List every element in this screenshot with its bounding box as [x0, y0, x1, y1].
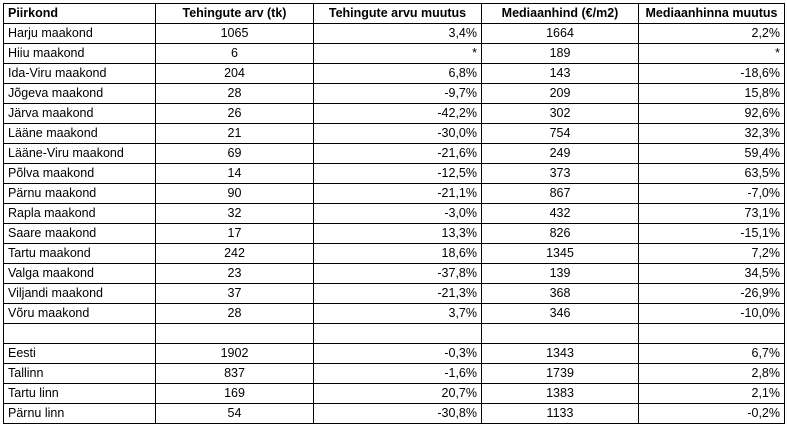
county-row	[4, 84, 785, 104]
median-price-cell: 826	[482, 224, 639, 244]
summary-row	[4, 384, 785, 404]
transaction-change-cell: 6,8%	[314, 64, 482, 84]
region-cell: Lääne maakond	[4, 124, 156, 144]
transaction-count-cell: 26	[156, 104, 314, 124]
transaction-count-cell: 90	[156, 184, 314, 204]
median-price-cell: 249	[482, 144, 639, 164]
median-price-change-cell: 2,2%	[639, 24, 785, 44]
transaction-change-cell: -12,5%	[314, 164, 482, 184]
county-row	[4, 144, 785, 164]
county-row	[4, 264, 785, 284]
median-price-change-cell: -26,9%	[639, 284, 785, 304]
county-row	[4, 204, 785, 224]
county-row	[4, 224, 785, 244]
transaction-count-cell: 17	[156, 224, 314, 244]
county-row	[4, 64, 785, 84]
county-row	[4, 184, 785, 204]
median-price-change-cell: 32,3%	[639, 124, 785, 144]
median-price-cell: 1664	[482, 24, 639, 44]
transaction-count-cell: 54	[156, 404, 314, 424]
median-price-cell: 346	[482, 304, 639, 324]
transaction-count-cell: 1902	[156, 344, 314, 364]
transaction-count-cell: 69	[156, 144, 314, 164]
summary-row	[4, 404, 785, 424]
median-price-change-cell: -7,0%	[639, 184, 785, 204]
median-price-cell: 139	[482, 264, 639, 284]
header-transaction-count: Tehingute arv (tk)	[156, 4, 314, 24]
transaction-change-cell: -21,1%	[314, 184, 482, 204]
region-cell: Pärnu maakond	[4, 184, 156, 204]
median-price-cell: 1343	[482, 344, 639, 364]
region-cell: Võru maakond	[4, 304, 156, 324]
median-price-cell: 432	[482, 204, 639, 224]
summary-rows	[4, 344, 785, 424]
median-price-change-cell: *	[639, 44, 785, 64]
median-price-cell: 189	[482, 44, 639, 64]
transaction-count-cell: 6	[156, 44, 314, 64]
transaction-change-cell: -30,8%	[314, 404, 482, 424]
transaction-count-cell: 21	[156, 124, 314, 144]
transaction-count-cell: 28	[156, 84, 314, 104]
region-cell: Tartu maakond	[4, 244, 156, 264]
county-row	[4, 124, 785, 144]
county-row	[4, 44, 785, 64]
transaction-count-cell: 23	[156, 264, 314, 284]
median-price-cell: 373	[482, 164, 639, 184]
spacer-section	[4, 324, 785, 344]
median-price-cell: 1133	[482, 404, 639, 424]
median-price-cell: 368	[482, 284, 639, 304]
blank-cell	[4, 324, 156, 344]
transaction-change-cell: *	[314, 44, 482, 64]
transaction-change-cell: 20,7%	[314, 384, 482, 404]
county-row	[4, 284, 785, 304]
region-cell: Hiiu maakond	[4, 44, 156, 64]
transaction-change-cell: 3,4%	[314, 24, 482, 44]
transaction-change-cell: -30,0%	[314, 124, 482, 144]
transaction-change-cell: 18,6%	[314, 244, 482, 264]
median-price-cell: 302	[482, 104, 639, 124]
median-price-cell: 1739	[482, 364, 639, 384]
transaction-change-cell: -21,3%	[314, 284, 482, 304]
county-row	[4, 304, 785, 324]
median-price-change-cell: -10,0%	[639, 304, 785, 324]
median-price-change-cell: 7,2%	[639, 244, 785, 264]
median-price-change-cell: 59,4%	[639, 144, 785, 164]
region-cell: Tartu linn	[4, 384, 156, 404]
region-cell: Tallinn	[4, 364, 156, 384]
region-cell: Jõgeva maakond	[4, 84, 156, 104]
summary-row	[4, 364, 785, 384]
region-cell: Eesti	[4, 344, 156, 364]
median-price-cell: 1383	[482, 384, 639, 404]
transaction-change-cell: 13,3%	[314, 224, 482, 244]
transaction-change-cell: -9,7%	[314, 84, 482, 104]
region-cell: Ida-Viru maakond	[4, 64, 156, 84]
median-price-change-cell: 6,7%	[639, 344, 785, 364]
median-price-change-cell: 2,1%	[639, 384, 785, 404]
region-cell: Viljandi maakond	[4, 284, 156, 304]
header-transaction-change: Tehingute arvu muutus	[314, 4, 482, 24]
transaction-change-cell: -0,3%	[314, 344, 482, 364]
median-price-cell: 754	[482, 124, 639, 144]
transaction-count-cell: 837	[156, 364, 314, 384]
transaction-change-cell: -1,6%	[314, 364, 482, 384]
transaction-change-cell: -3,0%	[314, 204, 482, 224]
header-median-price: Mediaanhind (€/m2)	[482, 4, 639, 24]
transaction-count-cell: 32	[156, 204, 314, 224]
county-row	[4, 24, 785, 44]
summary-row	[4, 344, 785, 364]
median-price-change-cell: 34,5%	[639, 264, 785, 284]
median-price-change-cell: 73,1%	[639, 204, 785, 224]
blank-cell	[314, 324, 482, 344]
transaction-count-cell: 28	[156, 304, 314, 324]
county-row	[4, 104, 785, 124]
median-price-change-cell: 2,8%	[639, 364, 785, 384]
median-price-cell: 209	[482, 84, 639, 104]
transaction-change-cell: -21,6%	[314, 144, 482, 164]
transaction-count-cell: 14	[156, 164, 314, 184]
median-price-cell: 867	[482, 184, 639, 204]
transaction-count-cell: 204	[156, 64, 314, 84]
blank-row	[4, 324, 785, 344]
median-price-change-cell: -18,6%	[639, 64, 785, 84]
blank-cell	[639, 324, 785, 344]
transaction-count-cell: 242	[156, 244, 314, 264]
county-rows	[4, 24, 785, 324]
blank-cell	[482, 324, 639, 344]
region-cell: Pärnu linn	[4, 404, 156, 424]
region-cell: Saare maakond	[4, 224, 156, 244]
header-region: Piirkond	[4, 4, 156, 24]
median-price-cell: 1345	[482, 244, 639, 264]
region-cell: Järva maakond	[4, 104, 156, 124]
blank-cell	[156, 324, 314, 344]
region-cell: Valga maakond	[4, 264, 156, 284]
median-price-cell: 143	[482, 64, 639, 84]
median-price-change-cell: -0,2%	[639, 404, 785, 424]
real-estate-table	[3, 3, 785, 424]
transaction-change-cell: -42,2%	[314, 104, 482, 124]
header-row	[4, 4, 785, 24]
table-header	[4, 4, 785, 24]
region-cell: Põlva maakond	[4, 164, 156, 184]
transaction-change-cell: 3,7%	[314, 304, 482, 324]
transaction-change-cell: -37,8%	[314, 264, 482, 284]
transaction-count-cell: 1065	[156, 24, 314, 44]
region-cell: Rapla maakond	[4, 204, 156, 224]
county-row	[4, 244, 785, 264]
median-price-change-cell: -15,1%	[639, 224, 785, 244]
median-price-change-cell: 63,5%	[639, 164, 785, 184]
median-price-change-cell: 15,8%	[639, 84, 785, 104]
region-cell: Lääne-Viru maakond	[4, 144, 156, 164]
median-price-change-cell: 92,6%	[639, 104, 785, 124]
county-row	[4, 164, 785, 184]
region-cell: Harju maakond	[4, 24, 156, 44]
transaction-count-cell: 169	[156, 384, 314, 404]
transaction-count-cell: 37	[156, 284, 314, 304]
header-median-price-change: Mediaanhinna muutus	[639, 4, 785, 24]
